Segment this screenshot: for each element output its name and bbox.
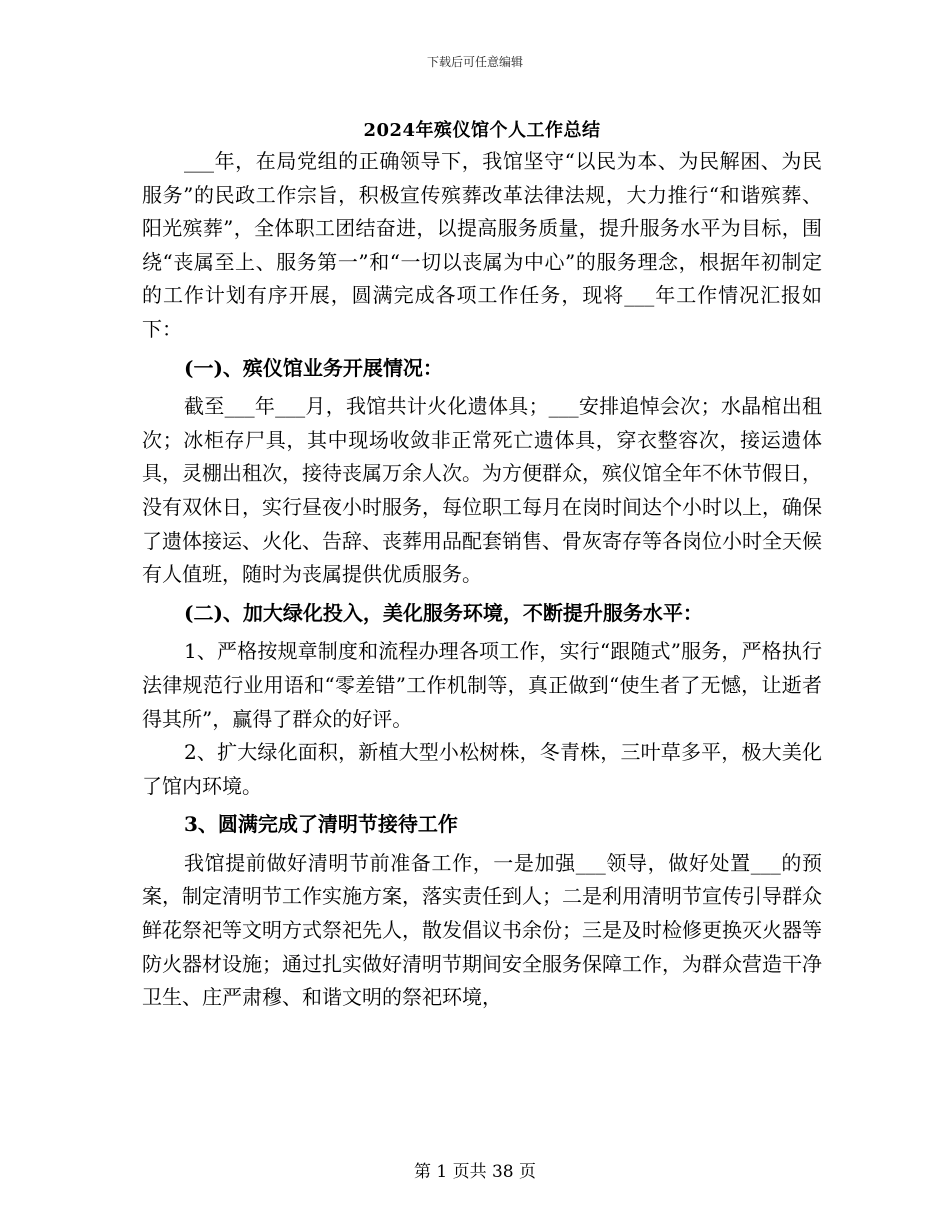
business-paragraph: 截至___年___月，我馆共计火化遗体具；___安排追悼会次；水晶棺出租次；冰柜存尸具，其中现场收敛非正常死亡遗体具，穿衣整容次，接运遗体具，灵棚出租次，接待丧属万余人次。为方便群众，殡仪馆全年不休节假日，没有双休日，实行昼夜小时服务，每位职工每月在岗时间达个小时以上，确保了遗体接运、火化、告辞、丧葬用品配套销售、骨灰寄存等各岗位小时全天候有人值班，随时为丧属提供优质服务。 [142, 394, 822, 587]
document-title: 2024年殡仪馆个人工作总结 [363, 120, 601, 141]
section-heading-2: (二)、加大绿化投入，美化服务环境，不断提升服务水平： [184, 600, 703, 625]
page-number: 第 1 页共 38 页 [413, 1162, 537, 1182]
qingming-paragraph: 我馆提前做好清明节前准备工作，一是加强___领导，做好处置___的预案，制定清明节工作实施方案，落实责任到人；二是利用清明节宣传引导群众鲜花祭祀等文明方式祭祀先人，散发倡议书余份；三是及时检修更换灭火器等防火器材设施；通过扎实做好清明节期间安全服务保障工作，为群众营造干净卫生、庄严肃穆、和谐文明的祭祀环境， [142, 850, 822, 1010]
section-heading-3: 3、圆满完成了清明节接待工作 [184, 812, 458, 837]
document-body [142, 145, 822, 1015]
page-header-note: 下载后可任意编辑 [426, 55, 523, 69]
item-1-paragraph: 1、严格按规章制度和流程办理各项工作，实行“跟随式”服务，严格执行法律规范行业用语和“零差错”工作机制等，真正做到“使生者了无憾，让逝者得其所”，赢得了群众的好评。 [142, 639, 822, 731]
intro-paragraph: ___年，在局党组的正确领导下，我馆坚守“以民为本、为民解困、为民服务”的民政工作宗旨，积极宣传殡葬改革法律法规，大力推行“和谐殡葬、阳光殡葬”，全体职工团结奋进，以提高服务质量，提升服务水平为目标，围绕“丧属至上、服务第一”和“一切以丧属为中心”的服务理念，根据年初制定的工作计划有序开展，圆满完成各项工作任务，现将___年工作情况汇报如下： [142, 149, 822, 341]
section-heading-1: (一)、殡仪馆业务开展情况： [184, 355, 443, 380]
item-2-paragraph: 2、扩大绿化面积，新植大型小松树株，冬青株，三叶草多平，极大美化了馆内环境。 [142, 740, 822, 798]
